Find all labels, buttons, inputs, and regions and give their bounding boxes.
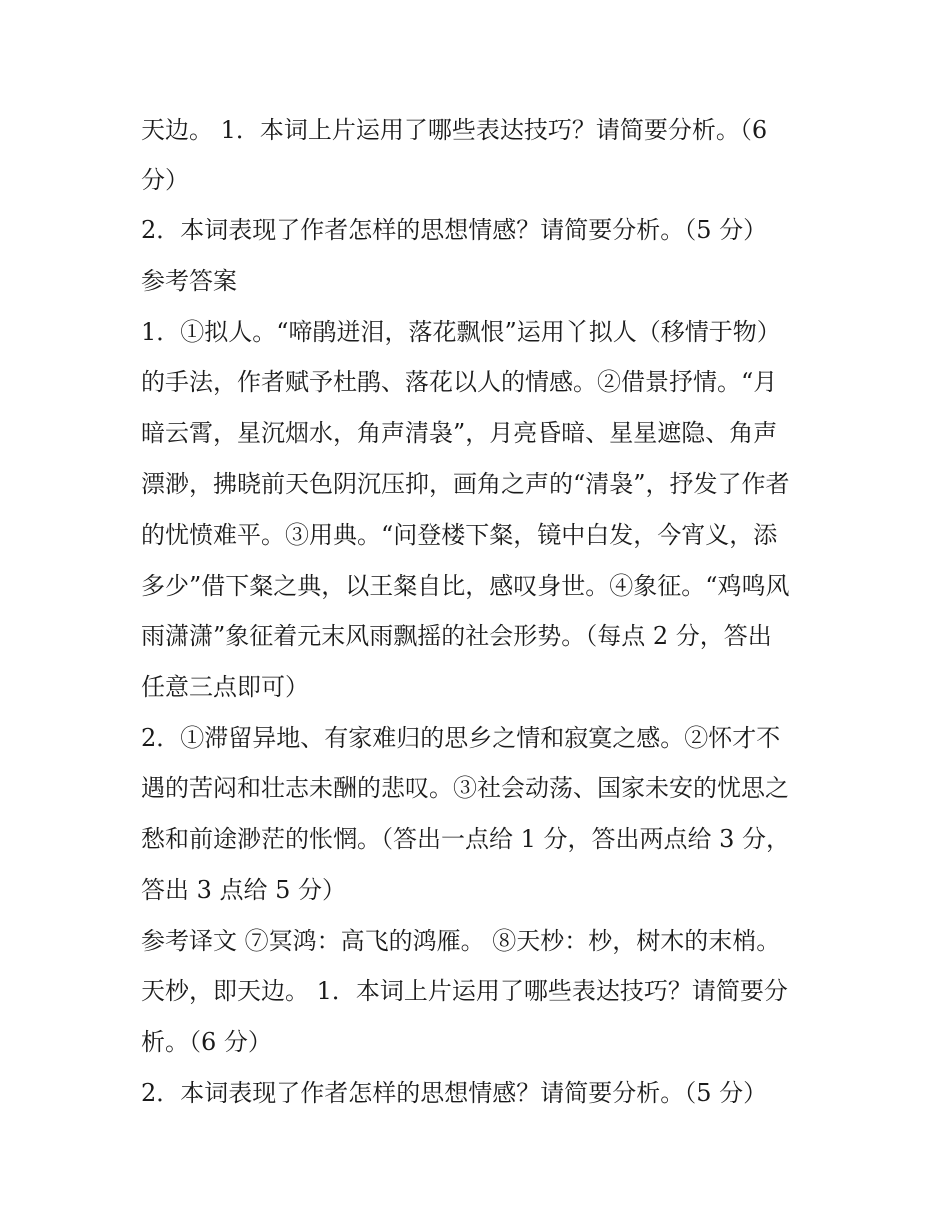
text-line: 析。（6 分） — [141, 1028, 272, 1056]
text-line: 分） — [141, 166, 189, 194]
text-line: 多少”借下粲之典，以王粲自比，感叹身世。④象征。“鸡鸣风 — [141, 572, 790, 600]
text-line: 2．本词表现了作者怎样的思想情感？请简要分析。（5 分） — [141, 216, 768, 244]
text-line: 漂渺，拂晓前天色阴沉压抑，画角之声的“清袅”，抒发了作者 — [141, 470, 790, 498]
text-line: 2．本词表现了作者怎样的思想情感？请简要分析。（5 分） — [141, 1079, 768, 1107]
text-line: 答出 3 点给 5 分） — [141, 876, 347, 904]
text-line: 的手法，作者赋予杜鹃、落花以人的情感。②借景抒情。“月 — [141, 368, 778, 396]
text-line: 任意三点即可） — [141, 673, 309, 701]
text-line: 的忧愤难平。③用典。“问登楼下粲，镜中白发，今宵义，添 — [141, 521, 778, 549]
section-heading: 参考答案 — [141, 267, 237, 295]
text-line: 天边。 1．本词上片运用了哪些表达技巧？请简要分析。（6 — [141, 116, 768, 144]
text-line: 暗云霄，星沉烟水，角声清袅”，月亮昏暗、星星遮隐、角声 — [141, 419, 778, 447]
text-line: 愁和前途渺茫的怅惘。（答出一点给 1 分，答出两点给 3 分， — [141, 825, 791, 853]
text-line: 1．①拟人。“啼鹃迸泪，落花飘恨”运用丫拟人（移情于物） — [141, 318, 781, 346]
text-line: 2．①滞留异地、有家难归的思乡之情和寂寞之感。②怀才不 — [141, 724, 781, 752]
text-line: 参考译文 ⑦冥鸿：高飞的鸿雁。 ⑧天杪：杪，树木的末梢。 — [141, 927, 781, 955]
text-line: 天杪，即天边。 1．本词上片运用了哪些表达技巧？请简要分 — [141, 977, 788, 1005]
text-line: 遇的苦闷和壮志未酬的悲叹。③社会动荡、国家未安的忧思之 — [141, 774, 789, 802]
text-line: 雨潇潇”象征着元末风雨飘摇的社会形势。（每点 2 分，答出 — [141, 622, 772, 650]
